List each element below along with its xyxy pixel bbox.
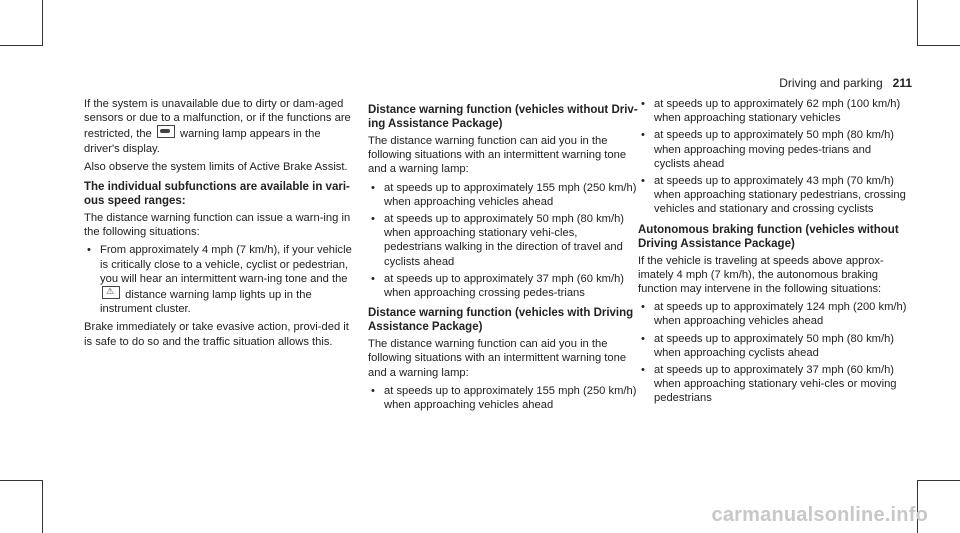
list-item: • at speeds up to approximately 50 mph (80 km/h) when approaching cyclists ahead: [638, 332, 908, 360]
crop-mark: [917, 45, 960, 46]
text: If the system is unavailable due to dirty or dam-aged sensors or due to a malfunction, or if the functions are restricted, the: [84, 98, 351, 141]
column-3: [638, 97, 908, 410]
list-item: • at speeds up to approximately 37 mph (60 km/h) when approaching crossing pedes-trians: [368, 272, 638, 300]
section-heading: Distance warning function (vehicles without Driv-ing Assistance Package): [368, 104, 638, 130]
paragraph: Also observe the system limits of Active Brake Assist.: [84, 160, 348, 173]
column-2: [368, 97, 638, 416]
paragraph: If the vehicle is traveling at speeds above approx-imately 4 mph (7 km/h), the autonomous braking function may intervene in the following situations:: [638, 254, 884, 296]
list-item: • at speeds up to approximately 37 mph (60 km/h) when approaching stationary vehi-cles or moving pedestrians: [638, 363, 908, 406]
list-item: • at speeds up to approximately 155 mph (250 km/h) when approaching vehicles ahead: [368, 384, 638, 412]
crop-mark: [0, 45, 43, 46]
crop-mark: [917, 480, 960, 481]
watermark: carmanualsonline.info: [711, 504, 928, 526]
page-header: [779, 76, 912, 90]
text: From approximately 4 mph (7 km/h), if your vehicle is critically close to a vehicle, cyclist or pedestrian, you will hear an intermittent warn-ing tone and the: [100, 244, 352, 285]
section-title: Driving and parking: [779, 76, 883, 90]
list-item: [84, 243, 354, 316]
list-item: • at speeds up to approximately 43 mph (70 km/h) when approaching stationary pedestrians, crossing vehicles and stationary and crossing cyclists: [638, 174, 908, 217]
pedestrian-warning-icon: [102, 286, 120, 299]
page-number: 211: [892, 76, 912, 90]
section-heading: The individual subfunctions are available in vari-ous speed ranges:: [84, 181, 350, 208]
list-item: • at speeds up to approximately 62 mph (100 km/h) when approaching stationary vehicles: [638, 97, 908, 125]
bullet-list: [638, 97, 908, 217]
bullet-list: [368, 181, 638, 301]
paragraph: The distance warning function can aid you in the following situations with an intermittent warning tone and a warning lamp:: [368, 135, 627, 176]
list-item: • at speeds up to approximately 155 mph (250 km/h) when approaching vehicles ahead: [368, 181, 638, 209]
column-1: [84, 97, 354, 353]
paragraph: The distance warning function can issue a warn-ing in the following situations:: [84, 212, 351, 239]
paragraph: Brake immediately or take evasive action, provi-ded it is safe to do so and the traffic situation allows this.: [84, 321, 349, 348]
list-item: • at speeds up to approximately 50 mph (80 km/h) when approaching stationary vehi-cles, pedestrians walking in the direction of travel and cyclists ahead: [368, 212, 638, 269]
section-heading: Autonomous braking function (vehicles without Driving Assistance Package): [638, 223, 899, 250]
text: warning lamp appears in the driver's display.: [84, 128, 321, 155]
list-item: • at speeds up to approximately 124 mph (200 km/h) when approaching vehicles ahead: [638, 300, 908, 328]
paragraph: [84, 97, 354, 156]
crop-mark: [0, 480, 43, 481]
bullet-list: [84, 243, 354, 316]
crop-mark: [42, 0, 43, 46]
section-heading: Distance warning function (vehicles with Driving Assistance Package): [368, 307, 634, 334]
paragraph: The distance warning function can aid you in the following situations with an intermittent warning tone and a warning lamp:: [368, 338, 627, 379]
collision-warning-icon: [157, 125, 175, 138]
list-item: • at speeds up to approximately 50 mph (80 km/h) when approaching moving pedes-trians and cyclists ahead: [638, 128, 908, 171]
text: distance warning lamp lights up in the instrument cluster.: [100, 289, 312, 316]
bullet-list: [638, 300, 908, 405]
crop-mark: [917, 0, 918, 46]
crop-mark: [42, 480, 43, 533]
bullet-list: [368, 384, 638, 412]
